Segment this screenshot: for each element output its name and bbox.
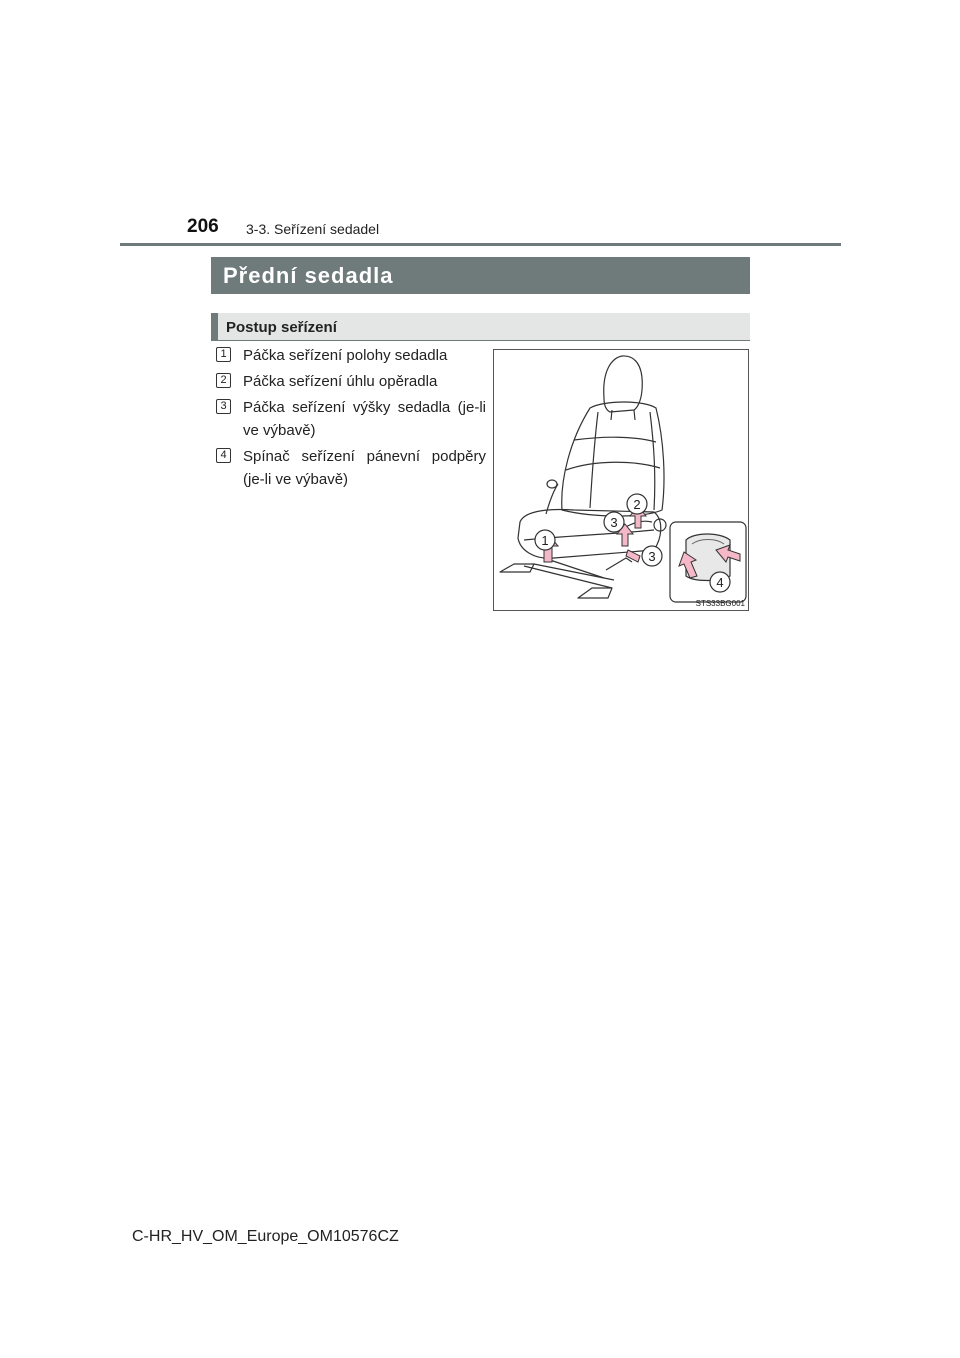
header-rule	[120, 243, 841, 246]
item-number-badge: 1	[216, 347, 231, 362]
list-item	[216, 370, 486, 393]
callout-label-2: 2	[633, 497, 641, 512]
footer-document-id: C-HR_HV_OM_Europe_OM10576CZ	[132, 1228, 399, 1245]
list-item	[216, 445, 486, 491]
section-title: Přední sedadla	[223, 263, 394, 288]
seat-illustration	[493, 349, 749, 611]
item-number-badge: 4	[216, 448, 231, 463]
item-text: Páčka seřízení polohy sedadla	[243, 347, 448, 364]
item-text: Spínač seřízení pánevní podpěry (je-li ve výbavě)	[243, 448, 486, 488]
callout-label-1: 1	[541, 533, 549, 548]
callout-label-3: 3	[610, 515, 618, 530]
running-head: 3-3. Seřízení sedadel	[246, 221, 380, 237]
item-text: Páčka seřízení úhlu opěradla	[243, 373, 438, 390]
item-text: Páčka seřízení výšky sedadla (je-li ve výbavě)	[243, 399, 486, 439]
page-number: 206	[187, 216, 219, 237]
section-heading-bar	[211, 257, 750, 294]
subsection-accent	[211, 313, 218, 340]
list-item	[216, 396, 486, 442]
item-number-badge: 2	[216, 373, 231, 388]
callout-label-4: 4	[716, 575, 724, 590]
seat-drawing	[494, 350, 748, 610]
figure-code: STS33BG001	[695, 599, 745, 608]
subsection-heading-bar	[211, 313, 750, 341]
item-number-badge: 3	[216, 399, 231, 414]
subsection-title: Postup seřízení	[226, 319, 337, 336]
list-item	[216, 344, 486, 367]
callout-label-3b: 3	[648, 549, 656, 564]
